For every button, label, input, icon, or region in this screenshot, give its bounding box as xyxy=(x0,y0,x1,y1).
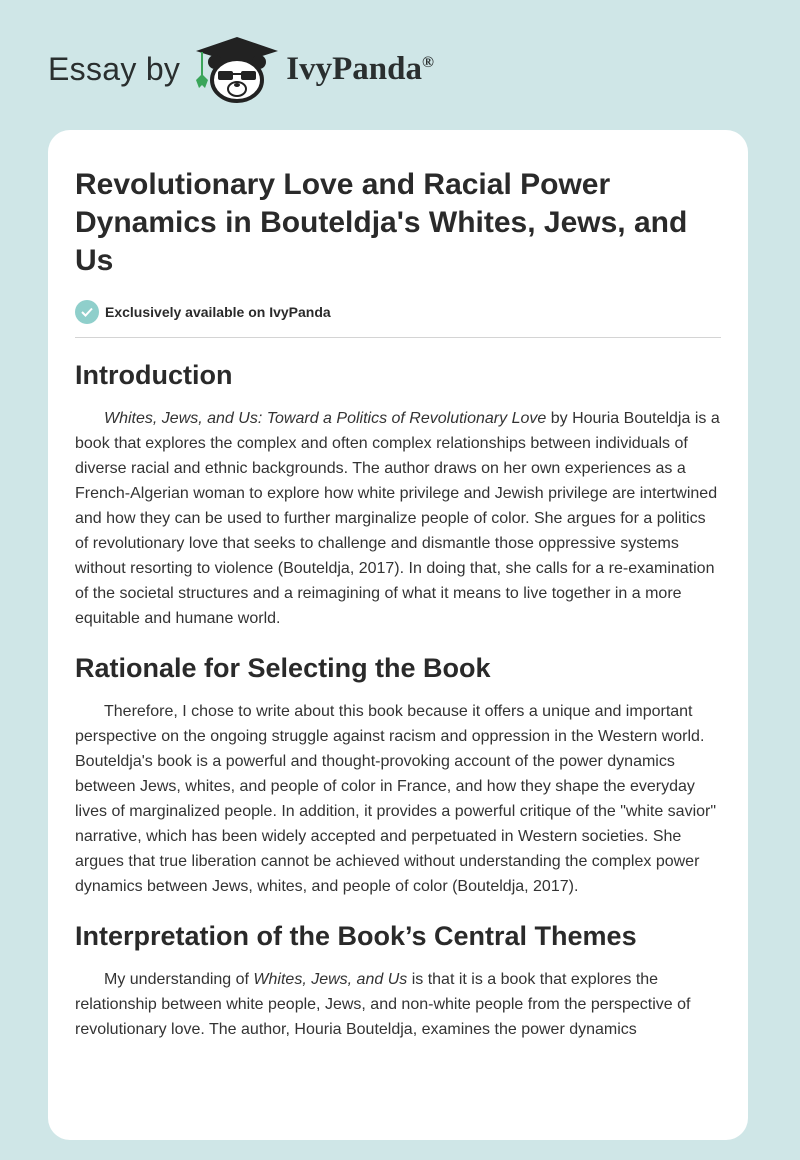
paragraph xyxy=(75,406,721,631)
exclusive-badge xyxy=(75,300,721,324)
essay-title: Revolutionary Love and Racial Power Dynamics in Bouteldja's Whites, Jews, and Us xyxy=(75,168,688,277)
panda-graduate-icon xyxy=(194,34,280,104)
paragraph-text: My understanding of xyxy=(104,971,254,988)
paragraph-text: is that it is a book that explores the relationship between white people, Jews, and non-white people from the perspective of revolutionary love. The author, Houria Bouteldja, examines the power dynamics xyxy=(75,971,691,1038)
check-icon xyxy=(75,300,99,324)
badge-text: Exclusively available on IvyPanda xyxy=(105,304,331,320)
paragraph: Therefore, I chose to write about this book because it offers a unique and important perspective on the ongoing struggle against racism and oppression in the Western world. Bouteldja's book is a powerful and thought-provoking account of the power dynamics between Jews, whites, and people of color in France, and how they shape the everyday lives of marginalized people. In addition, it provides a powerful critique of the "white savior" narrative, which has been widely accepted and perpetuated in Western societies. She argues that true liberation cannot be achieved without understanding the complex power dynamics between Jews, whites, and people of color (Bouteldja, 2017). xyxy=(75,703,717,895)
section-heading: Introduction xyxy=(75,360,233,390)
essay-by-label: Essay by xyxy=(48,50,181,87)
paragraph xyxy=(75,967,721,1042)
book-title: Whites, Jews, and Us xyxy=(253,971,408,988)
brand-name[interactable] xyxy=(286,51,434,88)
brand-text: IvyPanda xyxy=(286,50,422,87)
book-title: Whites, Jews, and Us: Toward a Politics of Revolutionary Love xyxy=(104,410,547,427)
divider xyxy=(75,337,721,338)
essay-card xyxy=(48,130,748,1140)
site-header xyxy=(48,34,434,104)
section-heading: Interpretation of the Book’s Central Themes xyxy=(75,921,637,951)
registered-mark: ® xyxy=(421,53,434,71)
section-heading: Rationale for Selecting the Book xyxy=(75,653,491,683)
paragraph-text: by Houria Bouteldja is a book that explores the complex and often complex relationships between individuals of diverse racial and ethnic backgrounds. The author draws on her own experiences as a French-Algerian woman to explore how white privilege and Jewish privilege are intertwined and how they can be used to further marginalize people of color. She argues for a politics of revolutionary love that seeks to challenge and dismantle those oppressive systems without resorting to violence (Bouteldja, 2017). In doing that, she calls for a re-examination of the societal structures and a reimagining of what it means to live together in a more equitable and humane world. xyxy=(75,410,720,627)
